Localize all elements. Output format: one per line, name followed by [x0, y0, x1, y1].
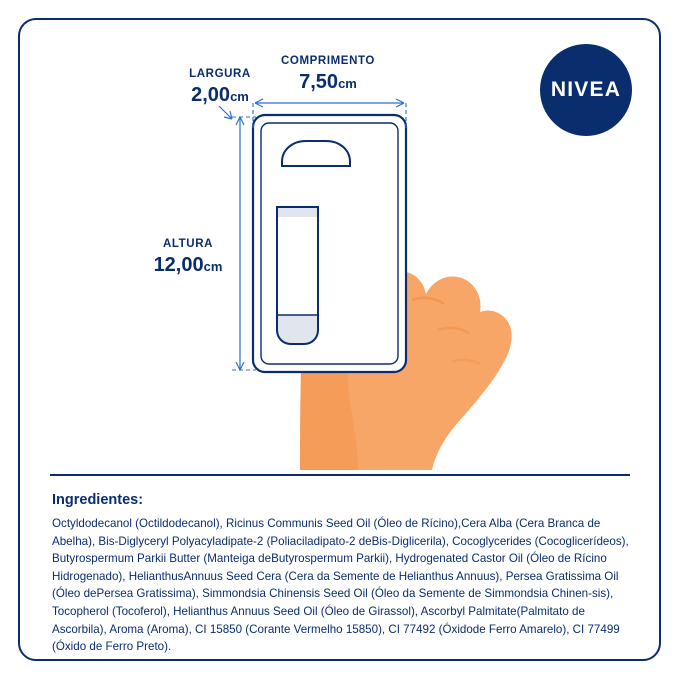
dimension-value-largura: 2,00cm	[191, 84, 249, 107]
dimension-title-altura: ALTURA	[162, 238, 213, 250]
dimension-title-largura: LARGURA	[189, 68, 251, 80]
ingredients-title: Ingredientes:	[52, 492, 144, 508]
dimension-value-altura: 12,00cm	[153, 254, 223, 277]
dimension-title-comprimento: COMPRIMENTO	[281, 55, 375, 67]
dimension-unit-comprimento: cm	[338, 76, 357, 92]
nivea-logo-text: NIVEA	[550, 78, 622, 101]
dimension-value-comprimento: 7,50cm	[299, 71, 357, 94]
ingredients-divider	[50, 474, 630, 476]
ingredients-text: Octyldodecanol (Octildodecanol), Ricinus Communis Seed Oil (Óleo de Rícino),Cera Alba (Cera Branca de Abelha), Bis-Diglyceryl Polyacyladipate-2 (Poliaciladipato-2 deBis-Diglicerila), Cocoglycerides (Cocoglicerídeos), Butyrospermum Parkii Butter (Manteiga deButyrospermum Parkii), Hydrogenated Castor Oil (Óleo de Rícino Hidrogenado), HelianthusAnnuus Seed Cera (Cera da Semente de Helianthus Annuus), Persea Gratissima Oil (Óleo dePersea Gratissima), Simmondsia Chinensis Seed Oil (Óleo da Semente de Simmondsia Chinen-sis), Tocopherol (Tocoferol), Helianthus Annuus Seed Oil (Óleo de Girassol), Ascorbyl Palmitate(Palmitato de Ascorbila), Aroma (Aroma), CI 15850 (Corante Vermelho 15850), CI 77492 (Óxidode Ferro Amarelo), CI 77499 (Óxido de Ferro Preto).	[52, 517, 629, 654]
dimension-unit-altura: cm	[203, 259, 223, 275]
dimension-unit-largura: cm	[230, 89, 249, 105]
blister-package	[253, 115, 406, 372]
